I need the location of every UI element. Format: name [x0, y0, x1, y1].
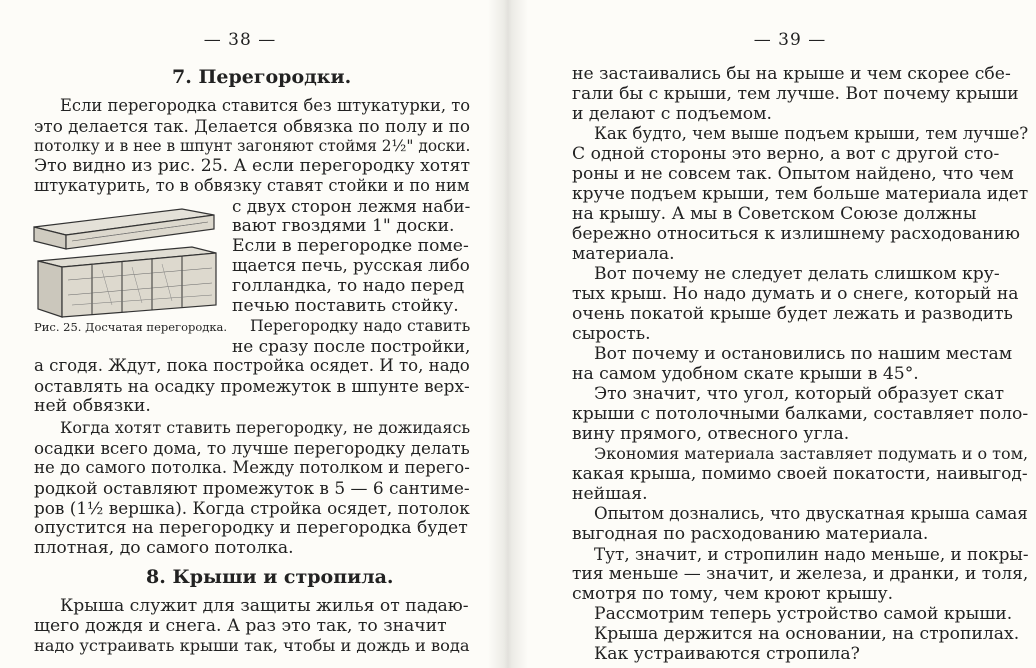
text-line: плотная, до самого потолка.: [34, 538, 294, 558]
text-line: надо устраивать крыши так, чтобы и дождь и вода: [34, 636, 470, 655]
text-line: не до самого потолка. Между потолком и перего-: [34, 458, 470, 477]
text-line: Вот почему не следует делать слишком кру-: [594, 264, 1000, 284]
text-line: Как устраиваются стропила?: [594, 644, 860, 664]
left-page: [0, 0, 508, 668]
text-line: какая крыша, помимо своей покатости, наивыгод-: [572, 464, 1028, 484]
text-line: смотря по тому, чем кроют крышу.: [572, 584, 894, 604]
figure-caption: Рис. 25. Досчатая перегородка.: [34, 320, 228, 334]
text-line: Опытом дознались, что двускатная крыша самая: [594, 504, 1028, 523]
text-line: это делается так. Делается обвязка по полу и по: [34, 116, 471, 136]
text-line: а сгодя. Ждут, пока постройка осядет. И то, надо: [34, 356, 470, 375]
text-line: нейшая.: [572, 484, 648, 504]
text-line: роны и не совсем так. Опытом найдено, что чем: [572, 164, 1014, 184]
text-line: Экономия материала заставляет подумать и о том,: [594, 444, 1029, 463]
partition-figure: [32, 205, 222, 323]
text-line: очень покатой крыше будет лежать и разводить: [572, 304, 1013, 324]
text-line: опустится на перегородку и перегородка будет: [34, 518, 468, 538]
text-line: ров (1½ вершка). Когда стройка осядет, потолок: [34, 498, 470, 518]
text-line: Если в перегородке поме-: [232, 236, 469, 256]
text-line: крыши с потолочными балками, составляет поло-: [572, 404, 1029, 424]
text-line: тых крыш. Но надо думать и о снеге, который на: [572, 284, 1019, 304]
text-line: С одной стороны это верно, а вот с другой сто-: [572, 144, 1000, 164]
text-line: щается печь, русская либо: [232, 256, 470, 275]
page-number: — 38 —: [203, 30, 277, 50]
section-heading: 7. Перегородки.: [172, 66, 352, 88]
text-line: оставлять на осадку промежуток в шпунте верх-: [34, 376, 470, 396]
text-line: на крышу. А мы в Советском Союзе должны: [572, 204, 977, 224]
page-number: — 39 —: [753, 30, 827, 50]
text-line: Вот почему и остановились по нашим местам: [594, 344, 1013, 364]
text-line: щего дождя и снега. А раз это так, то значит: [34, 616, 447, 636]
text-line: материала.: [572, 244, 675, 264]
section-heading: 8. Крыши и стропила.: [146, 566, 394, 588]
text-line: потолку и в нее в шпунт загоняют стоймя 2½" доски.: [34, 137, 471, 155]
text-line: вают гвоздями 1" доски.: [232, 216, 455, 236]
text-line: сырость.: [572, 324, 651, 344]
text-line: с двух сторон лежмя наби-: [232, 196, 471, 216]
text-line: Тут, значит, и стропилин надо меньше, и покры-: [594, 544, 1029, 564]
text-line: Крыша служит для защиты жилья от падаю-: [60, 596, 469, 616]
text-line: Рассмотрим теперь устройство самой крыши.: [594, 604, 1013, 624]
text-line: голландка, то надо перед: [232, 276, 465, 296]
text-line: Как будто, чем выше подъем крыши, тем лучше?: [594, 124, 1029, 143]
text-line: печью поставить стойку.: [232, 296, 459, 316]
text-line: не сразу после постройки,: [232, 336, 471, 356]
text-line: тия меньше — значит, и железа, и дранки, и толя,: [572, 564, 1029, 584]
text-line: Когда хотят ставить перегородку, не дожидаясь: [60, 418, 471, 437]
text-line: выгодная по расходованию материала.: [572, 524, 929, 544]
text-line: не застаивались бы на крыше и чем скорее сбе-: [572, 64, 1011, 84]
text-line: круче подъем крыши, тем больше материала идет: [572, 184, 1029, 204]
text-line: и делают с подъемом.: [572, 104, 772, 124]
text-line: Если перегородка ставится без штукатурки, то: [60, 96, 471, 115]
text-line: Перегородку надо ставить: [250, 316, 471, 335]
text-line: гали бы с крыши, тем лучше. Вот почему крыши: [572, 84, 1019, 104]
text-line: Это значит, что угол, который образует скат: [594, 384, 1005, 404]
text-line: на самом удобном скате крыши в 45°.: [572, 364, 919, 384]
text-line: вину прямого, отвесного угла.: [572, 424, 850, 444]
text-line: осадки всего дома, то лучше перегородку делать: [34, 438, 470, 458]
text-line: родкой оставляют промежуток в 5 — 6 сантиме-: [34, 478, 470, 498]
text-line: Крыша держится на основании, на стропилах.: [594, 624, 1020, 644]
text-line: бережно относиться к излишнему расходованию: [572, 224, 1020, 244]
text-line: Это видно из рис. 25. А если перегородку хотят: [34, 156, 470, 176]
text-line: штукатурить, то в обвязку ставят стойки и по ним: [34, 176, 470, 195]
right-page: [508, 0, 1036, 668]
text-line: ней обвязки.: [34, 396, 151, 416]
